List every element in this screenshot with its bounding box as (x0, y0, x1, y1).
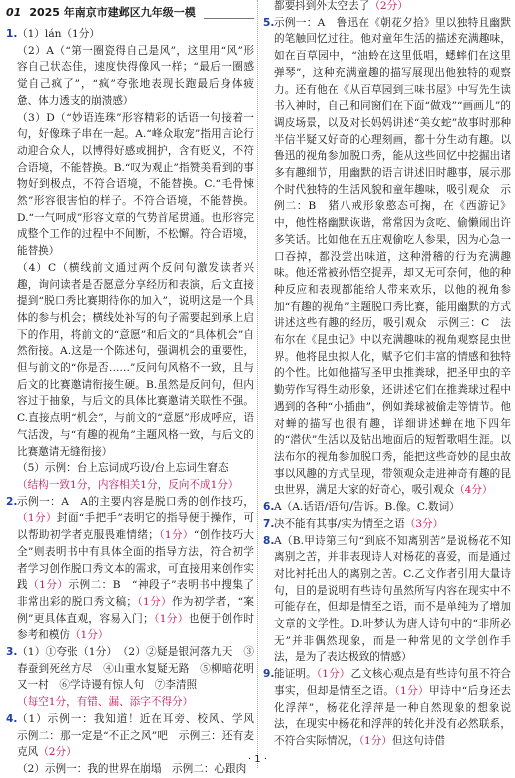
page-title: 2025 年南京市建邺区九年级一模 (29, 5, 196, 19)
question-number: 9. (263, 668, 275, 681)
answer-text: 也便于创作时参考和模仿 (17, 612, 254, 642)
score-mark: （2分） (38, 746, 77, 759)
answer-text: 甲诗中“后身还去化浮萍”，杨花化浮萍是一种自然现象的想象说法，在现实中杨花和浮萍的转化并没有必然联系，不符合实际情况， (274, 684, 511, 747)
question-7 (263, 516, 511, 533)
score-mark: （1分） (137, 595, 172, 608)
question-6 (263, 499, 511, 516)
score-mark: （1分） (69, 629, 109, 642)
answer-text: A（A.话语/语句/告诉。B.像。C.数词） (274, 501, 460, 514)
question-number: 5. (263, 16, 275, 29)
answer-1-4: （4）C（横线前文通过两个反问句激发读者兴趣，询问读者是否愿意分享经历和表演，后文直接提到“脱口秀比赛期待你的加入”，说明这是一个具体的参与机会；横线处补写的句子需要起到承上启下的作用，将前文的“意愿”和后文的“具体机会”自然衔接。A.这是一个陈述句，强调机会的重要性，但与前文的“你是否……”反问句风格不一致，且与后文的比赛邀请衔接生硬。B.虽然是反问句，但内容过于抽象，与后文的具体比赛邀请关联性不强。C.直接点明“机会”，与前文的“意愿”形成呼应，语气活泼，与“有趣的视角”主题风格一致，与后文的比赛邀请无缝衔接） (17, 261, 254, 458)
question-number: 8. (263, 534, 275, 547)
answer-text: 封面“手把手”表明它的指导便于操作，可以帮助初学者克服畏难情绪； (17, 512, 254, 542)
question-5 (263, 15, 511, 499)
score-mark: （1分） (28, 579, 69, 592)
scoring-note: （每空1分，有错、漏、添字不得分） (17, 696, 194, 709)
question-9 (263, 666, 511, 750)
answer-1-1: （1）lán（1分） (17, 28, 100, 40)
score-mark: （4分） (454, 484, 493, 497)
answer-1-5: （5）示例：台上忘词成巧设/台上忘词生窘态 (17, 462, 229, 475)
section-number: 01 (6, 5, 22, 19)
answer-text: 示例二：B “神段子”表明书中搜集了非常出彩的脱口秀文稿； (17, 579, 254, 608)
question-4-continued (263, 0, 511, 15)
answer-text: A（B.甲诗第三句“到底不知离别苦”是说杨花不知离别之苦，并非表现诗人对杨花的喜爱，而是通过对比衬托出人的离别之苦。C.乙文作者引用大量诗句，目的是说明有些诗句虽然所写内容在现实中不可能存在，但却是情至之语，而不是单纯为了增加文章的文学性。D.叶梦认为唐人诗句中的“非所必无”并非偶然现象，而是一种常见的文学创作手法，是为了表达极致的情感） (274, 534, 511, 664)
question-1 (6, 26, 254, 494)
answer-text: 都要抖到外太空去了 (274, 0, 370, 12)
question-number: 2. (6, 495, 18, 508)
question-3 (6, 644, 254, 711)
left-column (6, 0, 265, 778)
header-rule (204, 8, 254, 19)
question-number: 3. (6, 646, 18, 659)
score-mark: （1分） (158, 529, 194, 542)
right-column (263, 0, 511, 750)
score-mark: （1分） (17, 512, 57, 525)
score-mark: （3分） (404, 517, 444, 530)
page-number: · 1 · (247, 754, 268, 765)
column-divider (257, 0, 258, 768)
score-mark: （1分） (394, 684, 429, 697)
answer-text: 决不能有其事/实为情至之语 (274, 517, 405, 530)
question-number: 1. (6, 28, 18, 40)
answer-text: 但这句诗借 (391, 734, 445, 747)
answer-text: “创作技巧大全”则表明书中有具体全面的指导方法，符合初学者学习创作脱口秀文本的需求，可直接用来创作实践 (17, 529, 254, 592)
score-mark: （2分） (369, 0, 408, 12)
answer-text: 示例一：A A的主要内容是脱口秀的创作技巧， (17, 495, 254, 508)
question-number: 7. (263, 517, 275, 530)
answer-1-3: （3）D（“妙语连珠”形容精彩的话语一句接着一句，好像珠子串在一起。A.“峰众取宠”指用言论行动迎合众人，以博得好感或拥护，含有贬义，不符合语境，不能替换。B.“叹为观止”指赞美看到的事物好到极点，不符合语境，不能替换。C.“毛骨悚然”形容很害怕的样子。不符合语境，不能替换。D.“一气呵成”形容文章的气势首尾贯通。也形容完成整个工作的过程中不间断，不松懈。符合语境，能替换） (17, 111, 254, 258)
answer-1-2: （2）A（“第一圈瓷得自己是风”，这里用“风”形容自己状态佳，速度快得像风一样；“最后一圈感觉自己疯了”，“疯”夸张地表现长跑最后身体疲惫、体力透支的崩溃感） (17, 44, 254, 107)
answer-text: 作为初学者，“案例”更具体直观，容易入门； (17, 595, 254, 625)
score-mark: （1分） (358, 734, 392, 747)
answer-text: （1）①夸张（1分） （2）②疑是银河落九天 ③春蚕到死丝方尽 ④山重水复疑无路 ⑤柳暗花明又一村 ⑥学诗谩有惊人句 ⑦李清照 (17, 646, 254, 692)
answer-text: 乙文核心观点是有些诗句虽不符合事实，但却是情至之语。 (274, 668, 512, 697)
question-number: 6. (263, 501, 275, 514)
question-2 (6, 494, 254, 644)
answer-text: （1）示例一：我知道！近在耳旁、校风、学风 示例二：那一定是“不正之风”吧 示例三：还有麦克风 (17, 712, 265, 759)
question-8 (263, 533, 511, 667)
scoring-note: （结构一致1分，内容相关1分，反向不成1分） (17, 478, 239, 491)
score-mark: （1分） (316, 668, 351, 681)
answer-text: 示例一：A 鲁迅在《朝花夕拾》里以独特且幽默的笔触回忆过往。他对童年生活的描述充满趣味，如在百草园中，“油蛉在这里低唱，蟋蟀们在这里弹琴”，这种充满童趣的描写展现出他独特的观察力。还有他在《从百草园到三味书屋》中写先生读书入神时，自己和同窗们在下面“做戏”“画画儿”的调皮场景，以及对长妈妈讲述“美女蛇”故事时那种半信半疑又好奇的心理刻画，都十分生动有趣。以鲁迅的视角参加脱口秀，能从这些回忆中挖掘出诸多有趣细节，用幽默的语言讲述旧时趣事，展示那个时代独特的生活风貌和童年趣味，吸引观众 示例二：B 猪八戒形象憨态可掬，在《西游记》中，他性格幽默诙谐，常常因为贪吃、偷懒闹出许多笑话。比如他在五庄观偷吃人参果，因为心急一口吞掉，都没尝出味道，这种滑稽的行为充满趣味。他还常被孙悟空捉弄，却又无可奈何，他的种种反应和表现都能给人带来欢乐，以他的视角参加“有趣的视角”主题脱口秀比赛，能用幽默的方式讲述这些有趣的经历，吸引观众 示例三：C 法布尔在《昆虫记》中以充满趣味的视角观察昆虫世界。他将昆虫拟人化，赋予它们丰富的情感和独特的个性。比如他描写圣甲虫推粪球，把圣甲虫的辛勤劳作写得生动形象，还讲述它们在推粪球过程中遇到的各种“小插曲”，例如粪球被偷走等情节。他对蝉的描写也很有趣，详细讲述蝉在地下四年的“潜伏”生活以及钻出地面后的短暂歌唱生涯。以法布尔的视角参加脱口秀，能把这些奇妙的昆虫故事以风趣的方式呈现，带领观众走进神奇有趣的昆虫世界，满足大家的好奇心，吸引观众 (274, 16, 511, 497)
answer-text: 能证明。 (274, 668, 317, 681)
question-number: 4. (6, 712, 18, 725)
score-mark: （1分） (153, 612, 189, 625)
answer-text: （2）示例一：我的世界在崩塌 示例二：心跟肉 (17, 762, 247, 775)
page-header (6, 2, 254, 24)
